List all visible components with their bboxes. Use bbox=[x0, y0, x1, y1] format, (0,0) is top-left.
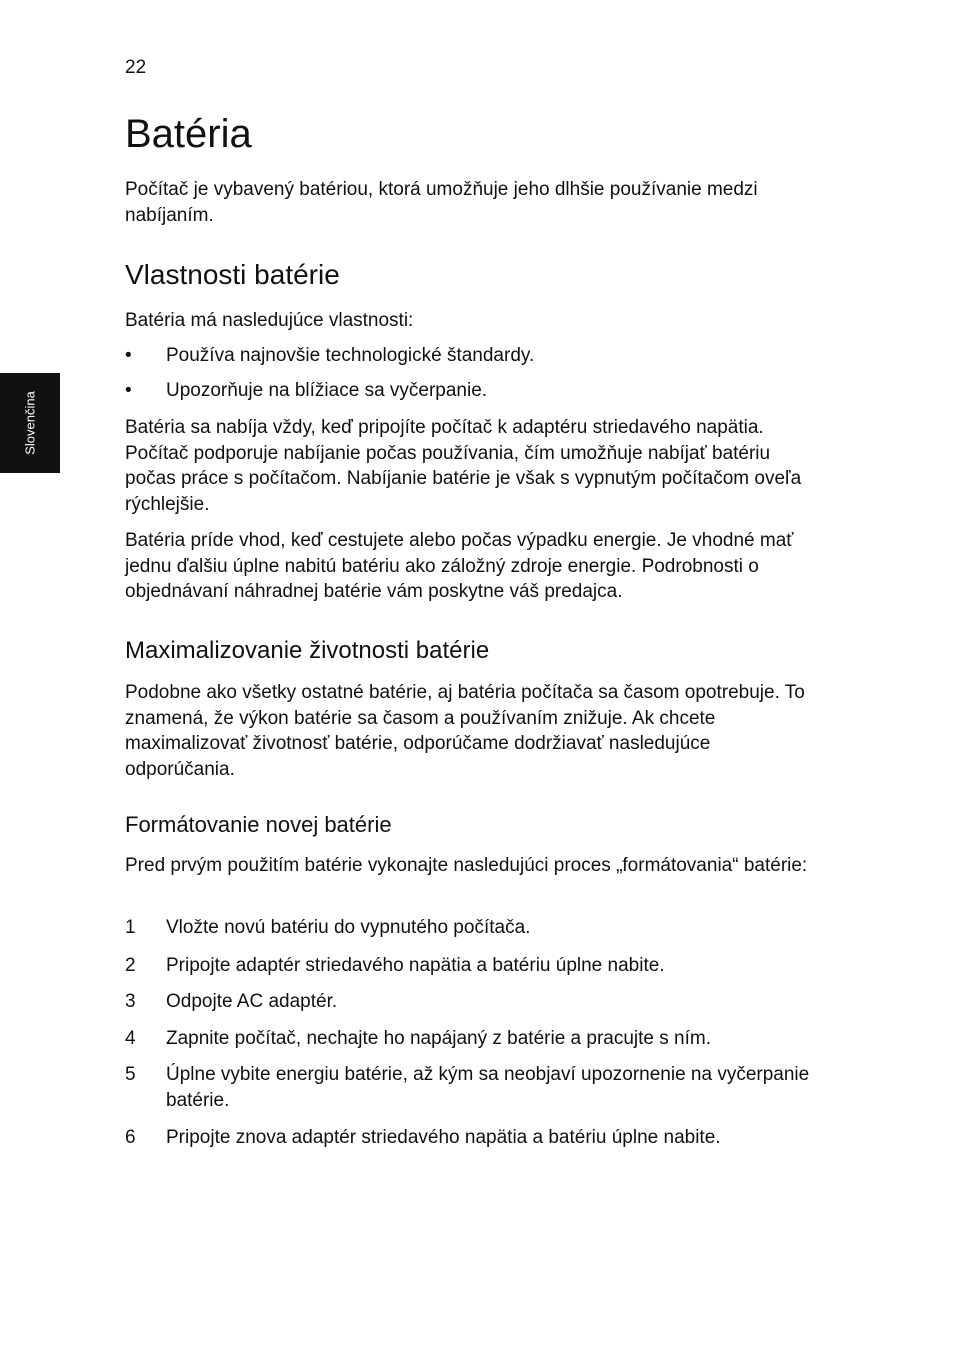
page-title: Batéria bbox=[125, 112, 252, 156]
charging-paragraph: Batéria sa nabíja vždy, keď pripojíte počítač k adaptéru striedavého napätia. Počítač podporuje nabíjanie počas používania, čím umožňuje nabíjať batériu počas práce s počítačom. Nabíjanie batérie je však s vypnutým počítačom oveľa rýchlejšie. bbox=[125, 417, 802, 515]
step-number: 6 bbox=[125, 1127, 136, 1148]
step-text: Odpojte AC adaptér. bbox=[166, 991, 338, 1012]
step-number: 5 bbox=[125, 1064, 136, 1085]
step-item bbox=[125, 1026, 815, 1052]
step-item bbox=[125, 1125, 815, 1151]
step-text: Zapnite počítač, nechajte ho napájaný z batérie a pracujte s ním. bbox=[166, 1028, 711, 1049]
step-item bbox=[125, 989, 815, 1015]
step-number: 2 bbox=[125, 955, 136, 976]
step-text: Pripojte adaptér striedavého napätia a batériu úplne nabite. bbox=[166, 955, 665, 976]
page-number: 22 bbox=[125, 57, 147, 78]
properties-lead: Batéria má nasledujúce vlastnosti: bbox=[125, 310, 414, 331]
intro-paragraph: Počítač je vybavený batériou, ktorá umožňuje jeho dlhšie používanie medzi nabíjaním. bbox=[125, 179, 758, 226]
list-item bbox=[125, 343, 815, 369]
formatting-lead: Pred prvým použitím batérie vykonajte nasledujúci proces „formátovania“ batérie: bbox=[125, 855, 808, 876]
bullet-marker: • bbox=[125, 345, 132, 366]
step-number: 1 bbox=[125, 917, 136, 938]
bullet-marker: • bbox=[125, 380, 132, 401]
step-text: Vložte novú batériu do vypnutého počítača. bbox=[166, 917, 531, 938]
section-heading-properties: Vlastnosti batérie bbox=[125, 259, 340, 290]
list-item-text: Používa najnovšie technologické štandardy. bbox=[166, 345, 535, 366]
step-item bbox=[125, 1062, 815, 1113]
section-heading-formatting: Formátovanie novej batérie bbox=[125, 812, 392, 837]
step-number: 3 bbox=[125, 991, 136, 1012]
step-item bbox=[125, 915, 815, 941]
list-item bbox=[125, 378, 815, 404]
language-side-tab bbox=[0, 373, 60, 473]
step-text: Úplne vybite energiu batérie, až kým sa neobjaví upozornenie na vyčerpanie batérie. bbox=[166, 1064, 810, 1111]
step-item bbox=[125, 953, 815, 979]
travel-paragraph: Batéria príde vhod, keď cestujete alebo počas výpadku energie. Je vhodné mať jednu ďalšiu úplne nabitú batériu ako záložný zdroje energie. Podrobnosti o objednávaní náhradnej batérie vám poskytne váš predajca. bbox=[125, 530, 794, 603]
maximize-paragraph: Podobne ako všetky ostatné batérie, aj batéria počítača sa časom opotrebuje. To znamená, že výkon batérie sa časom a používaním znižuje. Ak chcete maximalizovať životnosť batérie, odporúčame dodržiavať nasledujúce odporúčania. bbox=[125, 682, 805, 780]
list-item-text: Upozorňuje na blížiace sa vyčerpanie. bbox=[166, 380, 488, 401]
step-number: 4 bbox=[125, 1028, 136, 1049]
side-tab-label: Slovenčina bbox=[22, 391, 38, 455]
section-heading-maximize: Maximalizovanie životnosti batérie bbox=[125, 637, 490, 664]
step-text: Pripojte znova adaptér striedavého napätia a batériu úplne nabite. bbox=[166, 1127, 721, 1148]
